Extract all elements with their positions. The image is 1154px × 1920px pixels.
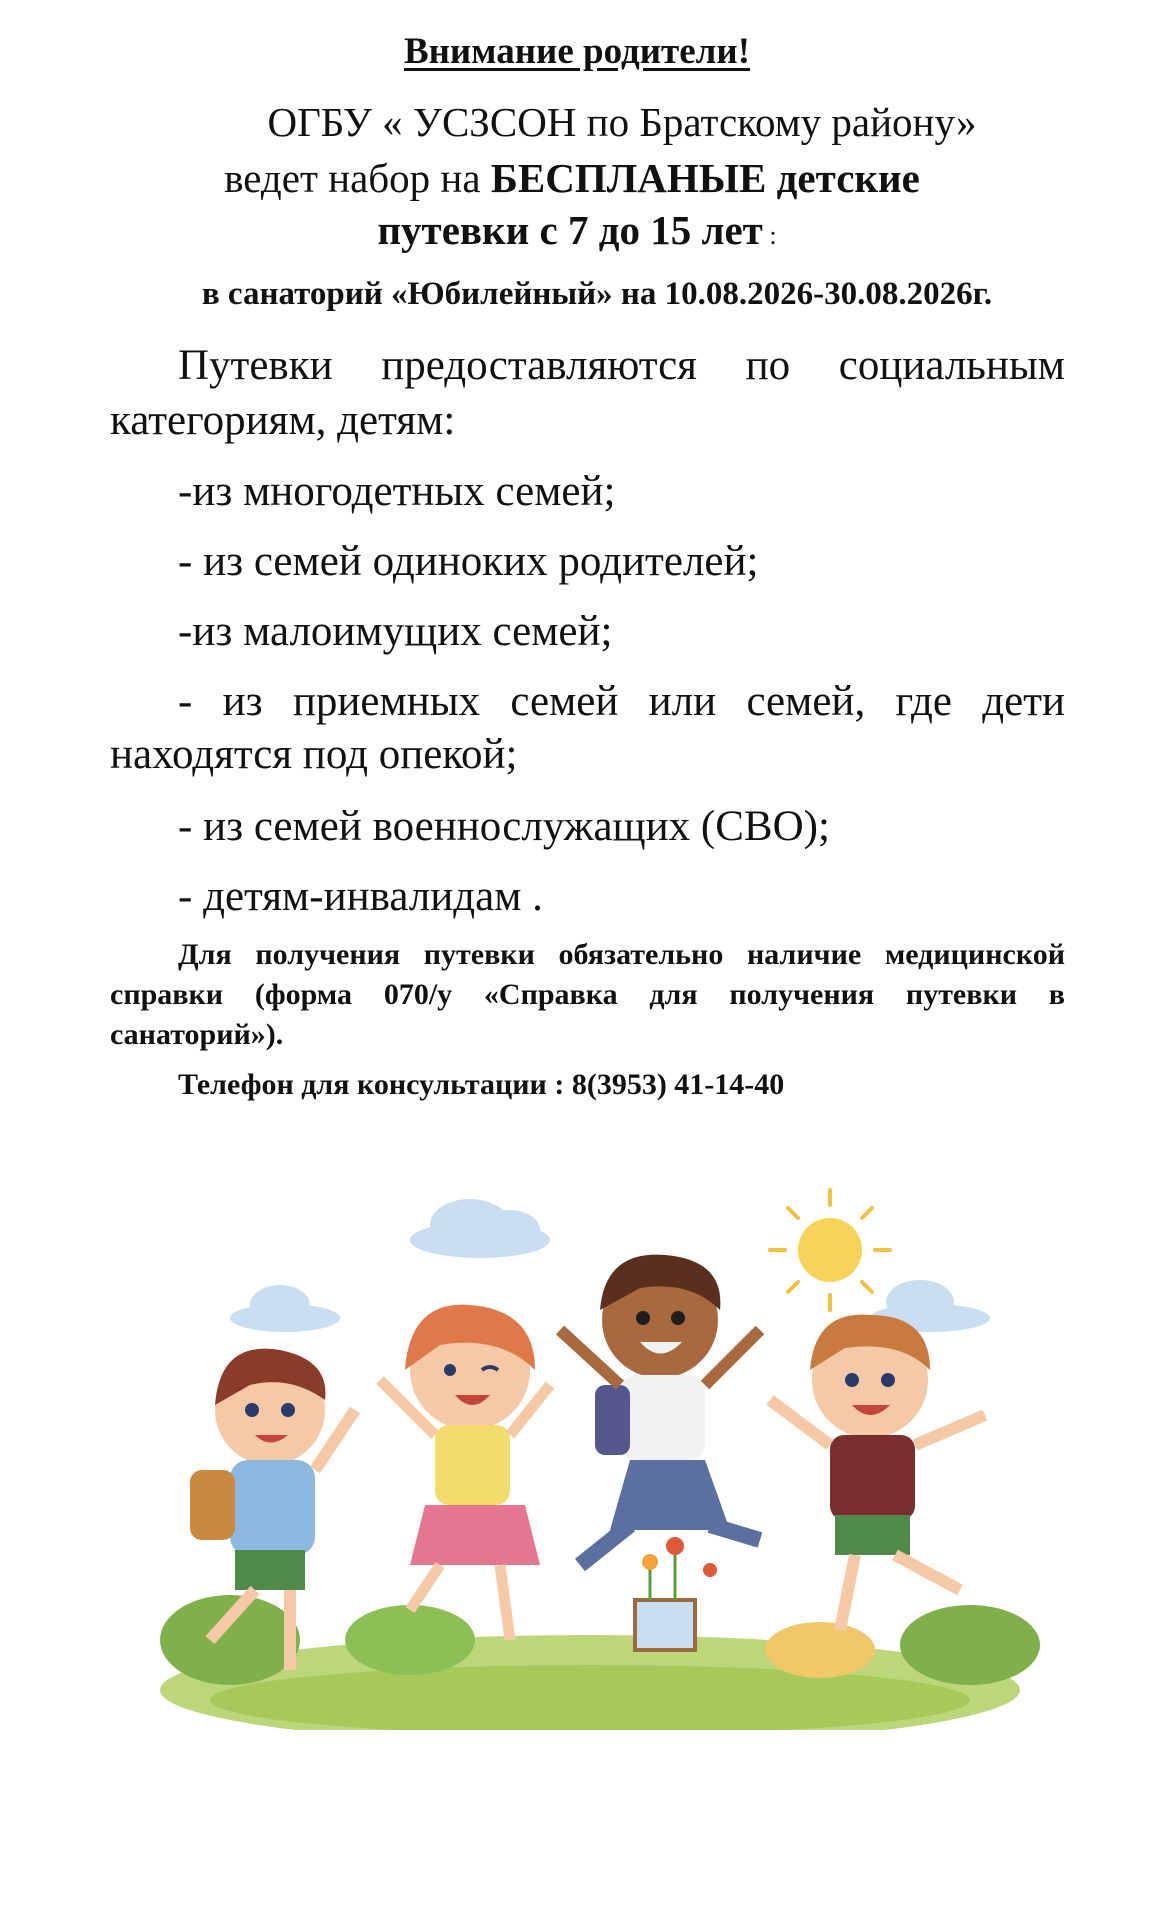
medical-certificate-note: Для получения путевки обязательно наличие медицинской справки (форма 070/у «Справка для получения путевки в санаторий»).: [110, 938, 1065, 1051]
age-range-line: [0, 206, 1154, 260]
free-trips-text: БЕСПЛАНЫЕ детские: [490, 155, 920, 201]
flower-fence: [635, 1537, 717, 1650]
category-item: -из многодетных семей;: [178, 468, 616, 515]
cloud-icon: [410, 1199, 550, 1258]
category-item: - из семей одиноких родителей;: [178, 538, 759, 585]
child-figure: [380, 1305, 550, 1640]
intro-paragraph: Путевки предоставляются по социальным категориям, детям:: [110, 342, 1065, 444]
child-figure: [560, 1255, 760, 1565]
category-item: - из семей военнослужащих (СВО);: [178, 803, 830, 850]
category-item: - из приемных семей или семей, где дети находятся под опекой;: [110, 678, 1065, 778]
page-title: Внимание родители!: [403, 31, 751, 72]
cloud-icon: [230, 1285, 340, 1332]
category-item: -из малоимущих семей;: [178, 608, 613, 655]
children-jumping-illustration: [140, 1170, 1040, 1730]
age-range-colon: :: [762, 221, 777, 250]
phone-contact: Телефон для консультации : 8(3953) 41-14-40: [178, 1068, 785, 1101]
recruitment-line: [0, 154, 1154, 202]
sanatorium-dates: в санаторий «Юбилейный» на 10.08.2026-30.08.2026г.: [201, 276, 993, 312]
sun-icon: [770, 1190, 890, 1310]
child-figure: [770, 1315, 985, 1630]
category-item: - детям-инвалидам .: [178, 873, 543, 920]
org-name-line: ОГБУ « УСЗСОН по Братскому району»: [267, 99, 977, 145]
recruitment-prefix: ведет набор на: [224, 155, 491, 201]
age-range-text: путевки с 7 до 15 лет: [377, 207, 763, 253]
